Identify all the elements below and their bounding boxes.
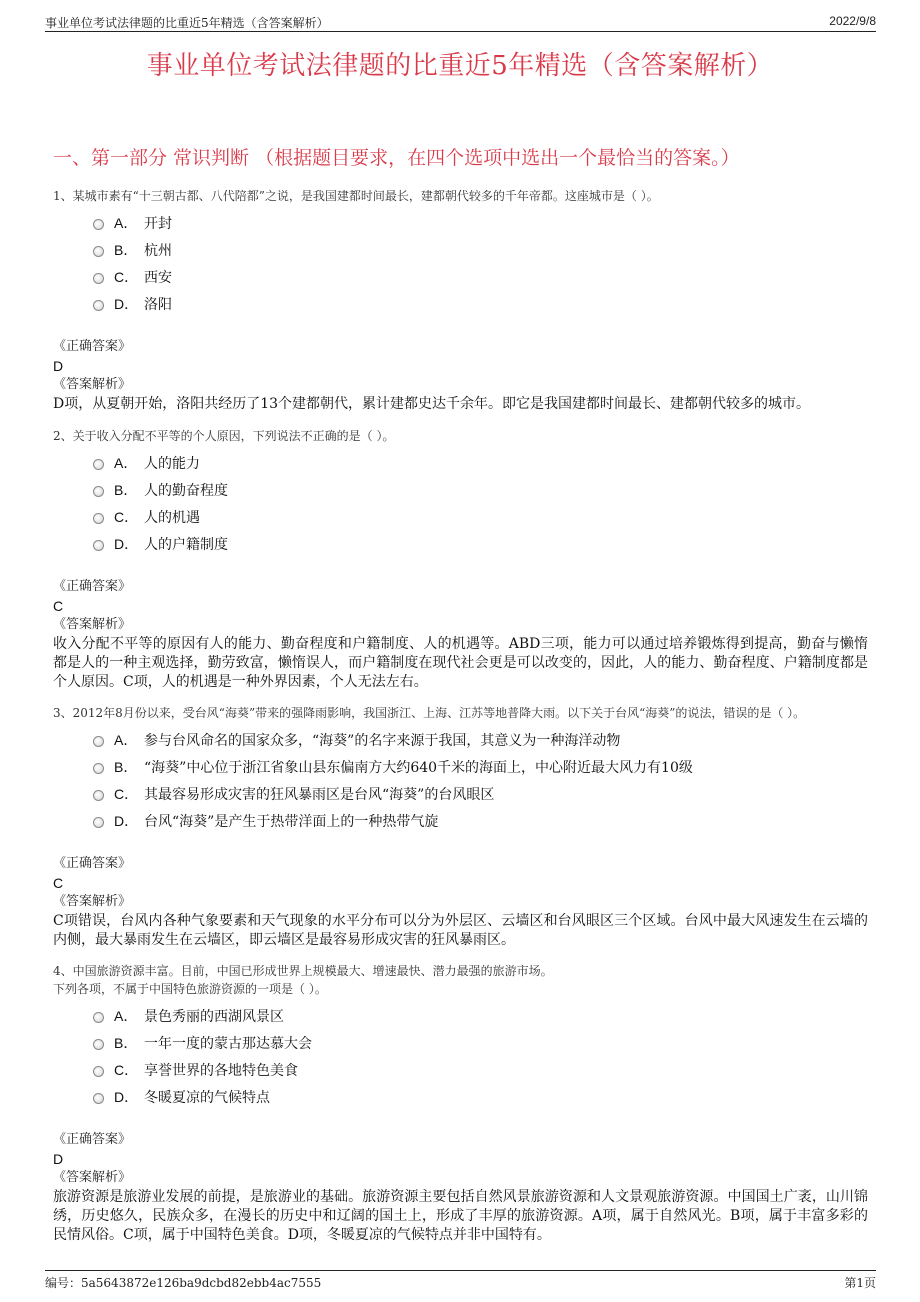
question-2 <box>53 427 868 692</box>
answer-explanation: 收入分配不平等的原因有人的能力、勤奋程度和户籍制度、人的机遇等。ABD三项，能力可以通过培养锻炼得到提高，勤奋与懒惰都是人的一种主观选择，勤劳致富，懒惰误人，而户籍制度在现代社会更是可以改变的，因此，人的能力、勤奋程度、户籍制度都是个人原因。C项，人的机遇是一种外界因素，个人无法左右。 <box>53 636 868 690</box>
radio-icon[interactable] <box>93 219 104 230</box>
option-b[interactable]: B． 人的勤奋程度 <box>93 477 868 504</box>
page-number: 第1页 <box>844 1276 876 1290</box>
question-1 <box>53 187 868 414</box>
option-c[interactable]: C． 西安 <box>93 264 868 291</box>
option-a[interactable]: A． 人的能力 <box>93 450 868 477</box>
option-c[interactable]: C． 其最容易形成灾害的狂风暴雨区是台风“海葵”的台风眼区 <box>93 781 868 808</box>
explanation-label: 《答案解析》 <box>53 1170 132 1185</box>
option-c[interactable]: C． 享誉世界的各地特色美食 <box>93 1057 868 1084</box>
radio-icon[interactable] <box>93 300 104 311</box>
question-stem: 3、2012年8月份以来，受台风“海葵”带来的强降雨影响，我国浙江、上海、江苏等地普降大雨。以下关于台风“海葵”的说法，错误的是（ ）。 <box>53 706 806 720</box>
radio-icon[interactable] <box>93 246 104 257</box>
option-a[interactable]: A． 景色秀丽的西湖风景区 <box>93 1003 868 1030</box>
question-stem: 4、中国旅游资源丰富。目前，中国已形成世界上规模最大、增速最快、潜力最强的旅游市场。 下列各项，不属于中国特色旅游资源的一项是（ ）。 <box>53 964 553 996</box>
answer-label: 《正确答案》 <box>53 579 132 594</box>
option-b[interactable]: B． “海葵”中心位于浙江省象山县东偏南方大约640千米的海面上，中心附近最大风力有10级 <box>93 754 868 781</box>
radio-icon[interactable] <box>93 1066 104 1077</box>
option-list <box>53 450 868 558</box>
correct-answer: D <box>53 1151 64 1167</box>
answer-label: 《正确答案》 <box>53 856 132 871</box>
option-c[interactable]: C． 人的机遇 <box>93 504 868 531</box>
radio-icon[interactable] <box>93 790 104 801</box>
radio-icon[interactable] <box>93 1039 104 1050</box>
explanation-label: 《答案解析》 <box>53 617 132 632</box>
option-d[interactable]: D． 洛阳 <box>93 291 868 318</box>
option-a[interactable]: A． 开封 <box>93 210 868 237</box>
radio-icon[interactable] <box>93 486 104 497</box>
question-list <box>53 187 868 1245</box>
radio-icon[interactable] <box>93 763 104 774</box>
header-date: 2022/9/8 <box>829 14 876 28</box>
answer-label: 《正确答案》 <box>53 1132 132 1147</box>
question-stem: 1、某城市素有“十三朝古都、八代陪都”之说，是我国建都时间最长，建都朝代较多的千年帝都。这座城市是（ ）。 <box>53 189 659 203</box>
radio-icon[interactable] <box>93 1093 104 1104</box>
explanation-label: 《答案解析》 <box>53 894 132 909</box>
option-b[interactable]: B． 一年一度的蒙古那达慕大会 <box>93 1030 868 1057</box>
page-footer <box>45 1270 876 1290</box>
option-list <box>53 1003 868 1111</box>
option-list <box>53 727 868 835</box>
correct-answer: C <box>53 875 64 891</box>
answer-label: 《正确答案》 <box>53 339 132 354</box>
radio-icon[interactable] <box>93 513 104 524</box>
option-d[interactable]: D． 人的户籍制度 <box>93 531 868 558</box>
radio-icon[interactable] <box>93 1012 104 1023</box>
radio-icon[interactable] <box>93 540 104 551</box>
question-4 <box>53 962 868 1245</box>
explanation-label: 《答案解析》 <box>53 377 132 392</box>
option-b[interactable]: B． 杭州 <box>93 237 868 264</box>
header-doc-title: 事业单位考试法律题的比重近5年精选（含答案解析） <box>45 16 329 30</box>
radio-icon[interactable] <box>93 273 104 284</box>
option-d[interactable]: D． 台风“海葵”是产生于热带洋面上的一种热带气旋 <box>93 808 868 835</box>
radio-icon[interactable] <box>93 736 104 747</box>
radio-icon[interactable] <box>93 817 104 828</box>
question-stem: 2、关于收入分配不平等的个人原因，下列说法不正确的是（ ）。 <box>53 429 395 443</box>
document-title: 事业单位考试法律题的比重近5年精选（含答案解析） <box>146 51 774 81</box>
document-id: 编号：5a5643872e126ba9dcbd82ebb4ac7555 <box>45 1276 322 1290</box>
answer-explanation: D项，从夏朝开始，洛阳共经历了13个建都朝代，累计建都史达千余年。即它是我国建都时间最长、建都朝代较多的城市。 <box>53 396 811 412</box>
answer-explanation: 旅游资源是旅游业发展的前提，是旅游业的基础。旅游资源主要包括自然风景旅游资源和人文景观旅游资源。中国国土广袤，山川锦绣，历史悠久，民族众多，在漫长的历史中和辽阔的国土上，形成了丰厚的旅游资源。A项，属于自然风光。B项，属于丰富多彩的民情风俗。C项，属于中国特色美食。D项，冬暖夏凉的气候特点并非中国特有。 <box>53 1189 868 1243</box>
correct-answer: C <box>53 598 64 614</box>
correct-answer: D <box>53 358 64 374</box>
question-3 <box>53 704 868 950</box>
radio-icon[interactable] <box>93 459 104 470</box>
option-a[interactable]: A． 参与台风命名的国家众多，“海葵”的名字来源于我国，其意义为一种海洋动物 <box>93 727 868 754</box>
answer-explanation: C项错误，台风内各种气象要素和天气现象的水平分布可以分为外层区、云墙区和台风眼区三个区域。台风中最大风速发生在云墙的内侧，最大暴雨发生在云墙区，即云墙区是最容易形成灾害的狂风暴雨区。 <box>53 913 868 948</box>
section-heading: 一、第一部分 常识判断 （根据题目要求，在四个选项中选出一个最恰当的答案。） <box>53 147 740 169</box>
page-header <box>45 14 876 32</box>
option-d[interactable]: D． 冬暖夏凉的气候特点 <box>93 1084 868 1111</box>
option-list <box>53 210 868 318</box>
